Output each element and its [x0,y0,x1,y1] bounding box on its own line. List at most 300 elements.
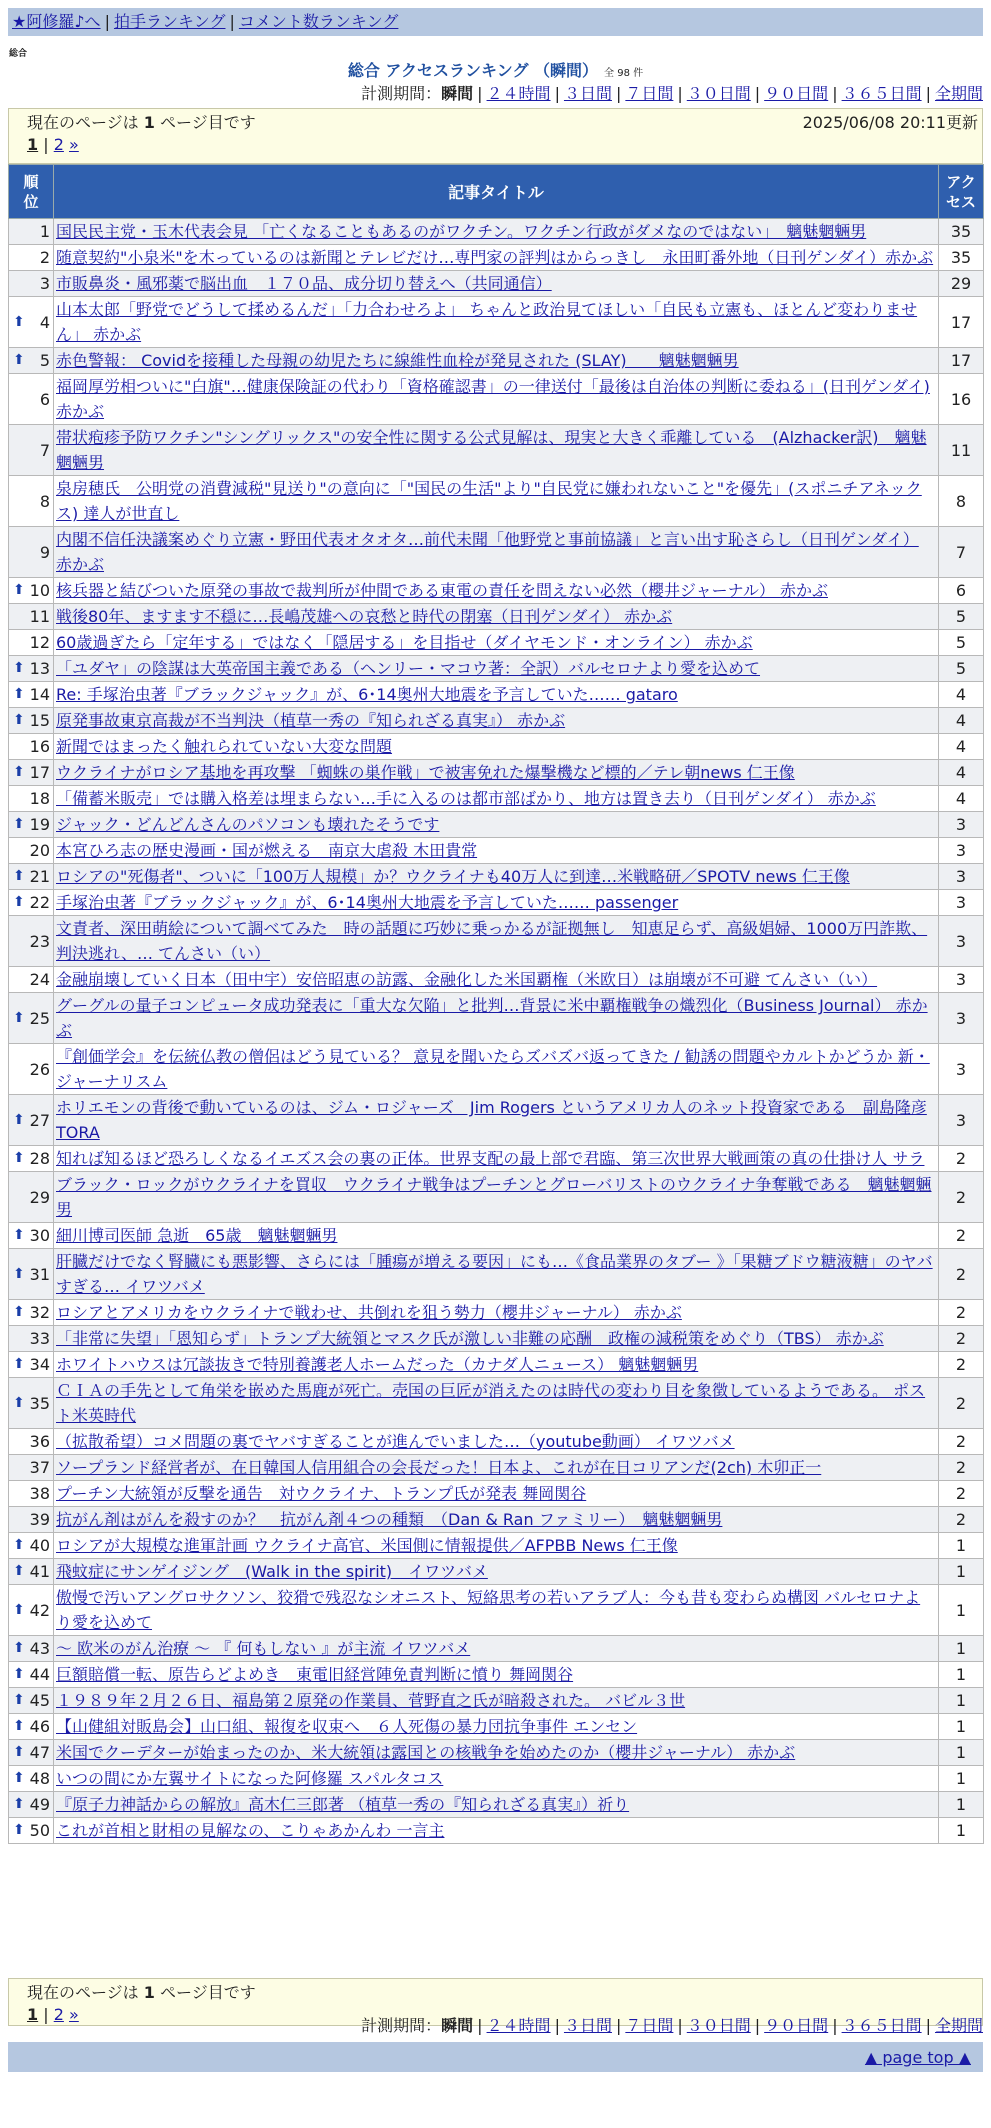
table-row [9,1507,984,1533]
table-row [9,1662,984,1688]
access-count: 2 [939,1429,984,1455]
article-link[interactable]: 核兵器と結びついた原発の事故で裁判所が仲間である東電の責任を問えない必然（櫻井ジャーナル） 赤かぶ [56,581,828,600]
title-cell [54,1429,939,1455]
access-count: 1 [939,1688,984,1714]
article-link[interactable]: プーチン大統領が反撃を通告 対ウクライナ、トランプ氏が発表 舞岡関谷 [56,1484,587,1503]
article-link[interactable]: 知れば知るほど恐ろしくなるイエズス会の裏の正体。世界支配の最上部で君臨、第三次世界大戦画策の真の仕掛け人 サラ [56,1149,925,1168]
access-count: 1 [939,1585,984,1636]
article-link[interactable]: 本宮ひろ志の歴史漫画・国が燃える 南京大虐殺 木田貴常 [56,841,478,860]
total-count: 全 98 件 [604,68,644,79]
rank-cell [9,271,54,297]
period-current: 瞬間 [441,84,474,103]
period-link-5[interactable]: ３６５日間 [841,2016,922,2035]
rank-cell [9,1507,54,1533]
rank-number: 21 [29,867,50,886]
rank-cell [9,682,54,708]
rank-number: 45 [29,1691,50,1710]
rank-up-arrow-icon: ⬆ [13,1770,25,1786]
access-count: 2 [939,1378,984,1429]
nav-separator: | [104,12,110,31]
table-row [9,1378,984,1429]
title-cell [54,578,939,604]
rank-number: 32 [29,1303,50,1322]
rank-cell [9,374,54,425]
article-link[interactable]: ブラック・ロックがウクライナを買収 ウクライナ戦争はプーチンとグローバリストのウクライナ争奪戦である 魑魅魍魎男 [56,1175,932,1219]
updated-timestamp: 2025/06/08 20:11更新 [802,113,978,132]
rank-number: 37 [29,1458,50,1477]
current-page-text-bottom: 現在のページは 1 ページ目です [27,1983,256,2002]
period-separator: | [754,2016,761,2035]
article-link[interactable]: 『原子力神話からの解放』高木仁三郎著 （植草一秀の『知られざる真実』）祈り [56,1795,630,1814]
page-links-bottom: 1 | 2 » [27,2005,79,2024]
rank-number: 8 [39,491,50,511]
rank-number: 33 [29,1329,50,1348]
table-row [9,1455,984,1481]
rank-up-arrow-icon: ⬆ [13,1796,25,1812]
ranking-title-row [0,60,991,85]
period-link-6[interactable]: 全期間 [934,2016,983,2035]
rank-number: 49 [29,1795,50,1814]
access-count: 5 [939,604,984,630]
rank-cell [9,1172,54,1223]
article-link[interactable]: 手塚治虫著『ブラックジャック』が、6･14奥州大地震を予言していた…… passenger [56,893,679,912]
title-cell [54,1223,939,1249]
access-count: 1 [939,1714,984,1740]
article-link[interactable]: 金融崩壊していく日本（田中宇）安倍昭恵の訪露、金融化した米国覇権（米欧日）は崩壊が不可避 てんさい（い） [56,970,878,989]
article-link[interactable]: ロシアとアメリカをウクライナで戦わせ、共倒れを狙う勢力（櫻井ジャーナル） 赤かぶ [56,1303,682,1322]
table-row [9,245,984,271]
period-link-0[interactable]: ２４時間 [486,84,551,103]
rank-up-arrow-icon: ⬆ [13,1265,25,1282]
title-cell [54,476,939,527]
rank-number: 14 [29,685,50,704]
article-link[interactable]: ホリエモンの背後で動いているのは、ジム・ロジャーズ Jim Rogers というアメリカ人のネット投資家である 副島隆彦 TORA [56,1098,927,1142]
article-link[interactable]: 飛蚊症にサンゲイジング (Walk in the spirit) イワツバメ [56,1562,488,1581]
article-link[interactable]: 市販鼻炎・風邪薬で脳出血 １７０品、成分切り替えへ（共同通信） [56,274,552,293]
article-link[interactable]: ジャック・どんどんさんのパソコンも壊れたそうです [56,815,440,834]
article-link[interactable]: 随意契約"小泉米"を木っているのは新聞とテレビだけ…専門家の評判はからっきし 永田町番外地（日刊ゲンダイ）赤かぶ [56,248,934,267]
page-2-link[interactable]: 2 [53,2005,64,2024]
table-row [9,682,984,708]
title-cell [54,1481,939,1507]
article-link[interactable]: 細川博司医師 急逝 65歳 魑魅魍魎男 [56,1226,338,1245]
title-cell [54,1455,939,1481]
rank-up-arrow-icon: ⬆ [13,660,25,676]
article-link[interactable]: Re: 手塚治虫著『ブラックジャック』が、6･14奥州大地震を予言していた…… gataro [56,685,678,704]
table-row [9,1249,984,1300]
rank-number: 11 [29,607,50,626]
article-link[interactable]: 「非常に失望」「恩知らず」トランプ大統領とマスク氏が激しい非難の応酬 政権の減税策をめぐり（TBS） 赤かぶ [56,1329,884,1348]
period-label: 計測期間： [361,84,442,103]
rank-cell [9,1352,54,1378]
table-row [9,578,984,604]
article-link[interactable]: （拡散希望）コメ問題の裏でヤバすぎることが進んでいました…（youtube動画） イワツバメ [56,1432,735,1451]
rank-number: 22 [29,893,50,912]
title-cell [54,967,939,993]
page-1-current: 1 [27,135,39,154]
bottom-bar [8,2042,983,2072]
rank-number: 13 [29,659,50,678]
period-link-2[interactable]: ７日間 [625,2016,674,2035]
table-row [9,1481,984,1507]
period-separator: | [832,84,838,103]
table-row [9,708,984,734]
period-separator: | [832,2016,838,2035]
article-link[interactable]: 傲慢で汚いアングロサクソン、狡猾で残忍なシオニスト、短絡思考の若いアラブ人：今も昔も変わらぬ構図 バルセロナより愛を込めて [56,1588,921,1632]
title-cell [54,271,939,297]
period-link-3[interactable]: ３０日間 [686,84,751,103]
access-count: 1 [939,1792,984,1818]
rank-cell [9,1223,54,1249]
table-row [9,425,984,476]
rank-up-arrow-icon: ⬆ [13,686,25,702]
table-row [9,630,984,656]
rank-number: 25 [29,1008,50,1028]
title-cell [54,1044,939,1095]
article-link[interactable]: ～ 欧米のがん治療 ～ 『 何もしない 』が主流 イワツバメ [56,1639,471,1658]
table-row [9,476,984,527]
period-separator: | [615,84,622,103]
title-cell [54,1507,939,1533]
article-link[interactable]: 原発事故東京高裁が不当判決（植草一秀の『知られざる真実』） 赤かぶ [56,711,566,730]
article-link[interactable]: 肝臓だけでなく腎臓にも悪影響、さらには「腫瘍が増える要因」にも…《食品業界のタブー 》「果糖ブドウ糖液糖」のヤバすぎる… イワツバメ [56,1252,933,1296]
table-row [9,1559,984,1585]
title-cell [54,1249,939,1300]
rank-cell [9,1766,54,1792]
table-row [9,1300,984,1326]
rank-cell [9,348,54,374]
rank-cell [9,1429,54,1455]
rank-cell [9,1533,54,1559]
current-page-text: 現在のページは 1 ページ目です [27,113,256,132]
rank-up-arrow-icon: ⬆ [13,582,25,598]
rank-number: 27 [29,1110,50,1130]
period-link-5[interactable]: ３６５日間 [841,84,922,103]
clap-ranking-link[interactable]: 拍手ランキング [113,12,226,31]
rank-number: 46 [29,1717,50,1736]
rank-up-arrow-icon: ⬆ [13,313,25,330]
rank-cell [9,425,54,476]
article-link[interactable]: ウクライナがロシア基地を再攻撃 「蜘蛛の巣作戦」で被害免れた爆撃機など標的／テレ朝news 仁王像 [56,763,795,782]
next-page-link[interactable]: » [69,135,79,154]
rank-number: 20 [29,841,50,860]
rank-cell [9,812,54,838]
rank-number: 30 [29,1226,50,1245]
rank-up-arrow-icon: ⬆ [13,1822,25,1838]
title-cell [54,1688,939,1714]
rank-number: 40 [29,1536,50,1555]
rank-cell [9,1636,54,1662]
article-link[interactable]: 福岡厚労相ついに"白旗"…健康保険証の代わり「資格確認書」の一律送付「最後は自治体の判断に委ねる」(日刊ゲンダイ) 赤かぶ [56,377,930,421]
access-count: 4 [939,682,984,708]
category-label: 総合 [9,49,28,59]
table-row [9,967,984,993]
rank-number: 5 [39,351,50,370]
rank-cell [9,967,54,993]
rank-number: 15 [29,711,50,730]
title-cell [54,1714,939,1740]
page-2-link[interactable]: 2 [53,135,64,154]
rank-cell [9,1792,54,1818]
access-count: 2 [939,1455,984,1481]
title-header: 記事タイトル [54,165,939,219]
article-link[interactable]: いつの間にか左翼サイトになった阿修羅 スパルタコス [56,1769,444,1788]
rank-cell [9,1044,54,1095]
rank-number: 19 [29,815,50,834]
rank-number: 29 [29,1187,50,1207]
title-cell [54,1352,939,1378]
access-count: 2 [939,1507,984,1533]
access-count: 17 [939,297,984,348]
article-link[interactable]: ホワイトハウスは冗談抜きで特別養護老人ホームだった（カナダ人ニュース） 魑魅魍魎男 [56,1355,699,1374]
rank-cell [9,1146,54,1172]
table-row [9,1714,984,1740]
table-row [9,1223,984,1249]
access-count: 1 [939,1636,984,1662]
article-link[interactable]: グーグルの量子コンピュータ成功発表に「重大な欠陥」と批判…背景に米中覇権戦争の熾烈化（Business Journal） 赤かぶ [56,996,928,1040]
period-separator: | [554,84,560,103]
access-count: 1 [939,1662,984,1688]
article-link[interactable]: ロシアが大規模な進軍計画 ウクライナ高官、米国側に情報提供／AFPBB News 仁王像 [56,1536,678,1555]
access-count: 4 [939,786,984,812]
rank-number: 7 [39,440,50,460]
period-link-6[interactable]: 全期間 [934,84,983,103]
rank-number: 50 [29,1821,50,1840]
rank-cell [9,1300,54,1326]
period-link-0[interactable]: ２４時間 [486,2016,551,2035]
rank-up-arrow-icon: ⬆ [13,712,25,728]
title-cell [54,527,939,578]
article-link[interactable]: 【山健組対販島会】山口組、報復を収束へ ６人死傷の暴力団抗争事件 エンセン [56,1717,638,1736]
rank-cell [9,527,54,578]
table-row [9,838,984,864]
access-count: 1 [939,1559,984,1585]
access-count: 3 [939,916,984,967]
article-link[interactable]: 国民民主党・玉木代表会見 「亡くなることもあるのがワクチン。ワクチン行政がダメなのではない」 魑魅魍魎男 [56,222,867,241]
table-row [9,1818,984,1844]
access-count: 2 [939,1146,984,1172]
table-row [9,1429,984,1455]
rank-cell [9,1326,54,1352]
table-row [9,297,984,348]
rank-cell [9,1559,54,1585]
article-link[interactable]: 60歳過ぎたら「定年する」ではなく「隠居する」を目指せ（ダイヤモンド・オンライン） 赤かぶ [56,633,753,652]
rank-up-arrow-icon: ⬆ [13,352,25,368]
access-count: 4 [939,708,984,734]
access-count: 3 [939,838,984,864]
table-row [9,1172,984,1223]
table-row [9,219,984,245]
next-page-link[interactable]: » [69,2005,79,2024]
rank-number: 42 [29,1600,50,1620]
rank-up-arrow-icon: ⬆ [13,1718,25,1734]
article-link[interactable]: ロシアの"死傷者"、ついに「100万人規模」か？ウクライナも40万人に到達…米戦略研／SPOTV news 仁王像 [56,867,850,886]
table-row [9,527,984,578]
access-count: 3 [939,967,984,993]
rank-up-arrow-icon: ⬆ [13,1009,25,1026]
rank-number: 9 [39,542,50,562]
period-link-4[interactable]: ９０日間 [764,84,829,103]
access-count: 2 [939,1172,984,1223]
access-count: 4 [939,734,984,760]
article-link[interactable]: 山本太郎「野党でどうして揉めるんだ」「力合わせろよ」 ちゃんと政治見てほしい「自民も立憲も、ほとんど変わりません」 赤かぶ [56,300,918,344]
rank-cell [9,760,54,786]
rank-cell [9,1249,54,1300]
title-cell [54,864,939,890]
rank-cell [9,786,54,812]
rank-up-arrow-icon: ⬆ [13,1692,25,1708]
access-count: 2 [939,1326,984,1352]
title-cell [54,786,939,812]
article-link[interactable]: ＣＩＡの手先として角栄を嵌めた馬鹿が死亡。売国の巨匠が消えたのは時代の変わり目を象徴しているようである。 ポスト米英時代 [56,1381,926,1425]
rank-cell [9,245,54,271]
rank-up-arrow-icon: ⬆ [13,1744,25,1760]
title-cell [54,1146,939,1172]
table-row [9,656,984,682]
table-row [9,1146,984,1172]
rank-cell [9,1481,54,1507]
article-link[interactable]: 内閣不信任決議案めぐり立憲・野田代表オタオタ…前代未聞「他野党と事前協議」と言い出す恥さらし（日刊ゲンダイ） 赤かぶ [56,530,919,574]
rank-number: 44 [29,1665,50,1684]
rank-number: 47 [29,1743,50,1762]
article-link[interactable]: 「ユダヤ」の陰謀は大英帝国主義である（ヘンリー・マコウ著：全訳）バルセロナより愛を込めて [56,659,761,678]
title-cell [54,708,939,734]
article-link[interactable]: １９８９年２月２６日、福島第２原発の作業員、菅野直之氏が暗殺された。 バビル３世 [56,1691,686,1710]
rank-cell [9,838,54,864]
title-cell [54,916,939,967]
access-count: 6 [939,578,984,604]
table-row [9,271,984,297]
period-link-4[interactable]: ９０日間 [764,2016,829,2035]
table-row [9,1766,984,1792]
rank-cell [9,708,54,734]
rank-number: 43 [29,1639,50,1658]
rank-cell [9,1378,54,1429]
rank-number: 17 [29,763,50,782]
rank-cell [9,993,54,1044]
rank-number: 6 [39,389,50,409]
top-nav-bar [8,8,983,36]
article-link[interactable]: 「備蓄米販売」では購入格差は埋まらない…手に入るのは都市部ばかり、地方は置き去り（日刊ゲンダイ） 赤かぶ [56,789,876,808]
article-link[interactable]: 赤色警報： Covidを接種した母親の幼児たちに線維性血栓が発見された (SLAY) 魑魅魍魎男 [56,351,739,370]
rank-up-arrow-icon: ⬆ [13,1394,25,1411]
rank-cell [9,916,54,967]
access-count: 2 [939,1300,984,1326]
rank-up-arrow-icon: ⬆ [13,816,25,832]
rank-up-arrow-icon: ⬆ [13,1601,25,1618]
rank-number: 26 [29,1059,50,1079]
rank-cell [9,1714,54,1740]
access-count: 3 [939,812,984,838]
article-link[interactable]: 『創価学会』を伝統仏教の僧侶はどう見ている？ 意見を聞いたらズバズバ返ってきた / 勧誘の問題やカルトかどうか 新・ジャーナリスム [56,1047,930,1091]
table-row [9,1044,984,1095]
rank-cell [9,1095,54,1146]
ranking-title: 総合 アクセスランキング （瞬間） [347,61,599,80]
rank-number: 39 [29,1510,50,1529]
access-count: 5 [939,656,984,682]
access-count: 8 [939,476,984,527]
title-cell [54,1792,939,1818]
period-link-1[interactable]: ３日間 [563,84,612,103]
rank-cell [9,219,54,245]
article-link[interactable]: 戦後80年、ますます不穏に…長嶋茂雄への哀愁と時代の閉塞（日刊ゲンダイ） 赤かぶ [56,607,673,626]
home-link[interactable]: ★阿修羅♪へ [12,12,101,31]
access-count: 35 [939,219,984,245]
rank-cell [9,1818,54,1844]
rank-cell [9,1585,54,1636]
rank-cell [9,630,54,656]
access-count: 4 [939,760,984,786]
pager-box-top [8,108,983,164]
rank-number: 12 [29,633,50,652]
comment-ranking-link[interactable]: コメント数ランキング [238,12,399,31]
period-separator: | [477,84,483,103]
title-cell [54,1533,939,1559]
title-cell [54,734,939,760]
rank-cell [9,476,54,527]
access-count: 2 [939,1223,984,1249]
period-label: 計測期間： [361,2016,442,2035]
access-header: アクセス [939,165,984,219]
access-count: 29 [939,271,984,297]
title-cell [54,1585,939,1636]
period-separator: | [677,84,683,103]
rank-number: 41 [29,1562,50,1581]
article-link[interactable]: これが首相と財相の見解なの、こりゃあかんわ 一言主 [56,1821,445,1840]
access-count: 1 [939,1740,984,1766]
rank-cell [9,297,54,348]
title-cell [54,1378,939,1429]
title-cell [54,1636,939,1662]
period-separator: | [477,2016,483,2035]
article-link[interactable]: 文責者、深田萌絵について調べてみた 時の話題に巧妙に乗っかるが証拠無し 知恵足らず、高級娼婦、1000万円詐欺、判決逃れ、… てんさい（い） [56,919,928,963]
rank-cell [9,578,54,604]
title-cell [54,374,939,425]
title-cell [54,425,939,476]
article-link[interactable]: ソープランド経営者が、在日韓国人信用組合の会長だった！日本よ、これが在日コリアンだ(2ch) 木卯正一 [56,1458,822,1477]
title-cell [54,219,939,245]
period-separator: | [754,84,761,103]
period-separator: | [677,2016,683,2035]
rank-number: 16 [29,737,50,756]
rank-cell [9,1740,54,1766]
article-link[interactable]: 帯状疱疹予防ワクチン"シングリックス"の安全性に関する公式見解は、現実と大きく乖離している (Alzhacker訳) 魑魅魍魎男 [56,428,927,472]
table-row [9,1585,984,1636]
page-top-link[interactable]: ▲ page top ▲ [864,2048,971,2067]
article-link[interactable]: 泉房穂氏 公明党の消費減税"見送り"の意向に「"国民の生活"より"自民党に嫌われないこと"を優先」(スポニチアネックス) 達人が世直し [56,479,922,523]
period-link-3[interactable]: ３０日間 [686,2016,751,2035]
period-link-1[interactable]: ３日間 [563,2016,612,2035]
title-cell [54,838,939,864]
article-link[interactable]: 米国でクーデターが始まったのか、米大統領は露国との核戦争を始めたのか（櫻井ジャーナル） 赤かぶ [56,1743,796,1762]
period-separator: | [925,84,931,103]
article-link[interactable]: 抗がん剤はがんを殺すのか？ 抗がん剤４つの種類 （Dan & Ran ファミリー） 魑魅魍魎男 [56,1510,723,1529]
access-count: 5 [939,630,984,656]
rank-up-arrow-icon: ⬆ [13,868,25,884]
rank-number: 24 [29,970,50,989]
article-link[interactable]: 新聞ではまったく触れられていない大変な問題 [56,737,393,756]
period-link-2[interactable]: ７日間 [625,84,674,103]
article-link[interactable]: 巨額賠償一転、原告らどよめき 東電旧経営陣免責判断に憤り 舞岡関谷 [56,1665,574,1684]
rank-up-arrow-icon: ⬆ [13,1304,25,1320]
period-selector-bottom [361,2016,983,2036]
access-count: 17 [939,348,984,374]
rank-number: 31 [29,1264,50,1284]
title-cell [54,1300,939,1326]
access-count: 3 [939,890,984,916]
access-count: 35 [939,245,984,271]
rank-number: 3 [39,274,50,293]
